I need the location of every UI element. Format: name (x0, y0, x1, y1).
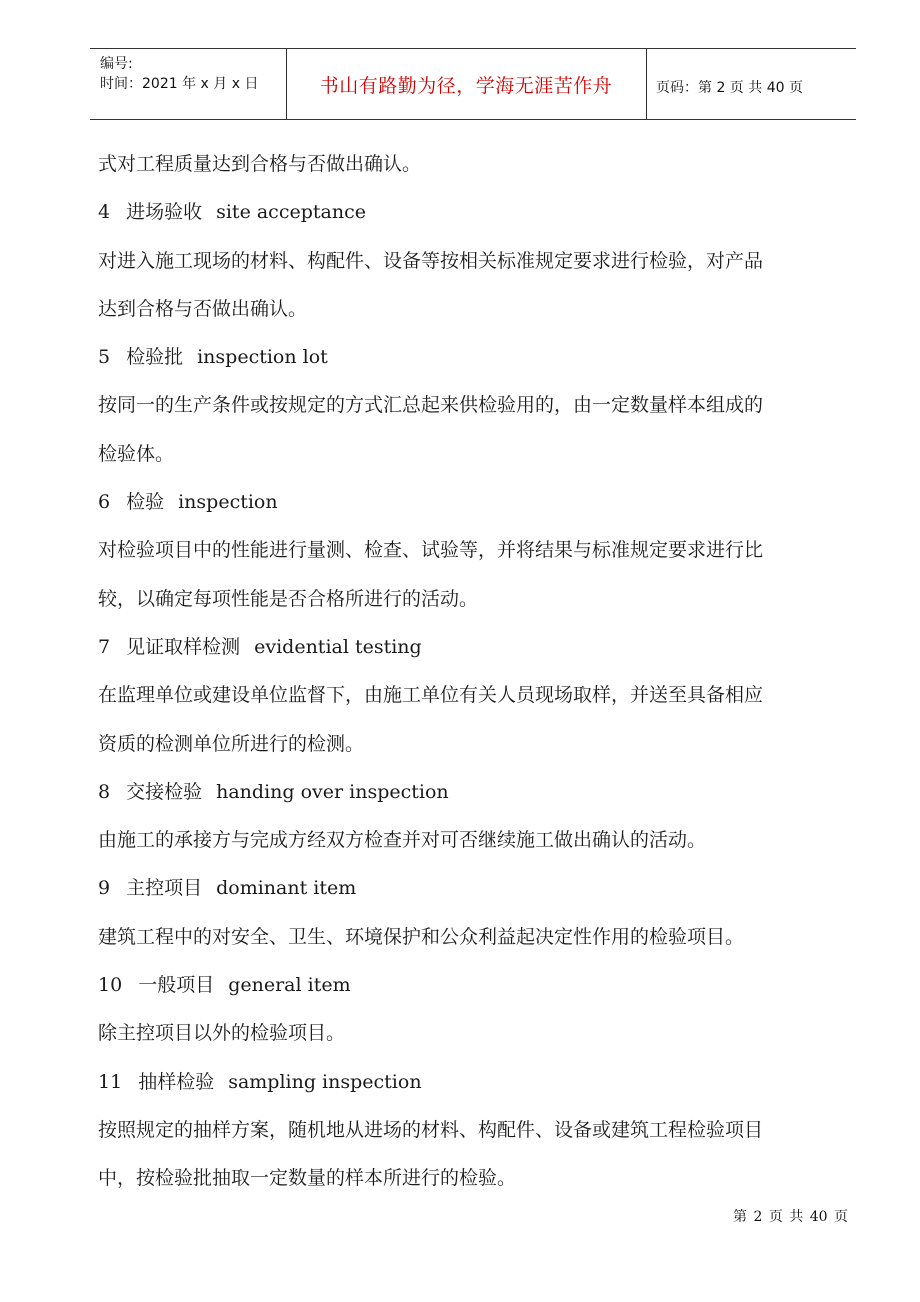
body-text-line: 建筑工程中的对安全、卫生、环境保护和公众利益起决定性作用的检验项目。 (98, 925, 745, 948)
term-heading (98, 864, 850, 912)
term-english: sampling inspection (228, 1070, 422, 1093)
term-chinese: 进场验收 (126, 201, 203, 224)
term-number: 10 (98, 974, 123, 997)
body-text-line: 由施工的承接方与完成方经双方检查并对可否继续施工做出确认的活动。 (98, 829, 707, 852)
term-heading (98, 961, 850, 1009)
term-number: 4 (98, 201, 111, 224)
header-meta (100, 49, 286, 119)
term-heading (98, 333, 850, 381)
header-motto: 书山有路勤为径，学海无涯苦作舟 (319, 74, 613, 97)
page-header (90, 48, 856, 120)
body-text-line: 按照规定的抽样方案，随机地从进场的材料、构配件、设备或建筑工程检验项目 (98, 1118, 764, 1141)
body-text-line: 按同一的生产条件或按规定的方式汇总起来供检验用的，由一定数量样本组成的 (98, 394, 764, 417)
term-english: dominant item (216, 877, 357, 900)
term-english: handing over inspection (216, 780, 449, 803)
term-chinese: 见证取样检测 (126, 635, 241, 658)
term-number: 8 (98, 780, 111, 803)
body-text-line: 较，以确定每项性能是否合格所进行的活动。 (98, 587, 479, 610)
body-text-line: 资质的检测单位所进行的检测。 (98, 732, 365, 755)
term-chinese: 检验 (126, 491, 165, 514)
term-english: evidential testing (254, 635, 422, 658)
body-text-line: 检验体。 (98, 442, 175, 465)
term-chinese: 抽样检验 (138, 1070, 215, 1093)
header-divider (646, 49, 647, 119)
body-text-line: 在监理单位或建设单位监督下，由施工单位有关人员现场取样，并送至具备相应 (98, 684, 764, 707)
body-text-line: 除主控项目以外的检验项目。 (98, 1022, 346, 1045)
term-english: general item (228, 974, 351, 997)
term-heading (98, 1058, 850, 1106)
document-body (98, 140, 850, 1203)
term-heading (98, 623, 850, 671)
term-chinese: 一般项目 (138, 974, 215, 997)
body-text-line: 式对工程质量达到合格与否做出确认。 (98, 153, 422, 175)
term-chinese: 主控项目 (126, 877, 203, 900)
term-english: inspection (178, 491, 278, 514)
term-heading (98, 478, 850, 526)
term-number: 7 (98, 635, 111, 658)
header-page-info: 页码：第 2 页 共 40 页 (656, 80, 803, 96)
term-chinese: 检验批 (126, 346, 184, 369)
document-code-label: 编号: (100, 56, 133, 72)
body-text-line: 对检验项目中的性能进行量测、检查、试验等，并将结果与标准规定要求进行比 (98, 539, 764, 562)
term-number: 9 (98, 877, 111, 900)
body-text-line: 对进入施工现场的材料、构配件、设备等按相关标准规定要求进行检验，对产品 (98, 249, 764, 272)
term-english: site acceptance (216, 201, 366, 224)
term-chinese: 交接检验 (126, 780, 203, 803)
body-text-line: 达到合格与否做出确认。 (98, 297, 308, 320)
page-footer: 第 2 页 共 40 页 (733, 1209, 848, 1225)
term-english: inspection lot (197, 346, 328, 369)
body-text-line: 中，按检验批抽取一定数量的样本所进行的检验。 (98, 1167, 517, 1190)
term-heading (98, 188, 850, 236)
term-number: 11 (98, 1070, 123, 1093)
document-time: 时间：2021 年 x 月 x 日 (100, 76, 259, 92)
term-number: 6 (98, 491, 111, 514)
term-number: 5 (98, 346, 111, 369)
term-heading (98, 768, 850, 816)
